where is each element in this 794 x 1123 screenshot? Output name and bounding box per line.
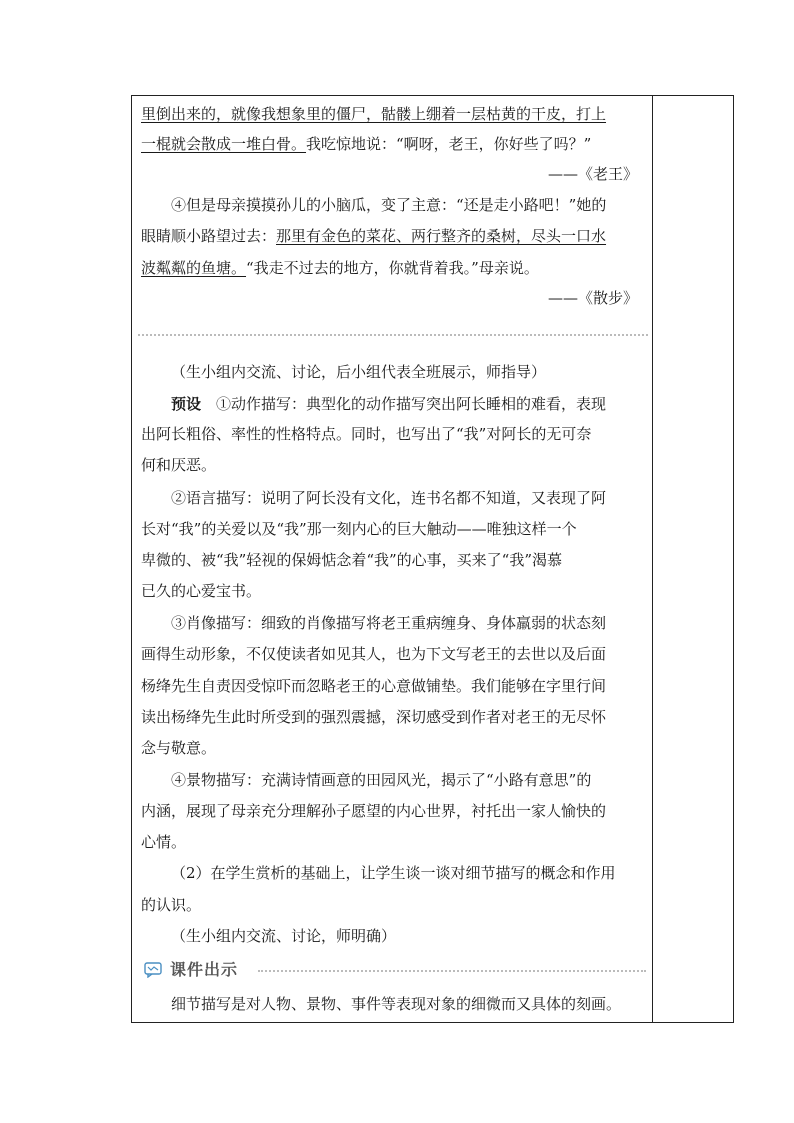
teacher-note: （生小组内交流、讨论，师明确） xyxy=(171,927,397,945)
answer-p4-line2: 内涵，展现了母亲充分理解孙子愿望的内心世界，衬托出一家人愉快的 xyxy=(141,802,607,820)
quote2-line3: 波粼粼的鱼塘。“我走不过去的地方，你就背着我。”母亲说。 xyxy=(141,259,539,277)
answer-p3-line4: 读出杨绛先生此时所受到的强烈震撼，深切感受到作者对老王的无尽怀 xyxy=(141,708,607,726)
answer-p2-line4: 已久的心爱宝书。 xyxy=(141,582,262,600)
column-divider xyxy=(652,96,653,1022)
step2-line2: 的认识。 xyxy=(141,896,202,914)
answer-p3-line1: ③肖像描写：细致的肖像描写将老王重病缠身、身体羸弱的状态刻 xyxy=(171,614,607,632)
quote1-source: ——《老王》 xyxy=(547,165,638,183)
quote2-source: ——《散步》 xyxy=(547,289,638,307)
answer-p4-line3: 心情。 xyxy=(141,833,187,851)
answer-p1-line1: 预设 ①动作描写：典型化的动作描写突出阿长睡相的难看，表现 xyxy=(171,395,607,413)
quote1-line2: 一棍就会散成一堆白骨。我吃惊地说：“啊呀，老王，你好些了吗？” xyxy=(141,135,592,153)
section-dotted-line xyxy=(258,970,646,972)
section-title: 课件出示 xyxy=(170,960,239,979)
step2-line1: （2）在学生赏析的基础上，让学生谈一谈对细节描写的概念和作用 xyxy=(171,864,616,882)
discussion-note: （生小组内交流、讨论，后小组代表全班展示，师指导） xyxy=(171,363,547,381)
answer-p2-line1: ②语言描写：说明了阿长没有文化，连书名都不知道，又表现了阿 xyxy=(171,489,607,507)
content-cell xyxy=(132,96,652,1022)
answer-label: 预设 xyxy=(171,395,202,413)
quote2-line2: 眼睛顺小路望过去：那里有金色的菜花、两行整齐的桑树，尽头一口水 xyxy=(141,227,607,245)
answer-p1-line3: 何和厌恶。 xyxy=(141,456,217,474)
answer-p3-line2: 画得生动形象，不仅使读者如见其人，也为下文写老王的去世以及后面 xyxy=(141,645,607,663)
lesson-table xyxy=(131,95,734,1023)
answer-p3-line3: 杨绛先生自责因受惊吓而忽略老王的心意做铺垫。我们能够在字里行间 xyxy=(141,677,607,695)
quote1-line1: 里倒出来的，就像我想象里的僵尸，骷髅上绷着一层枯黄的干皮，打上 xyxy=(141,105,607,123)
answer-p4-line1: ④景物描写：充满诗情画意的田园风光，揭示了“小路有意思”的 xyxy=(171,771,592,789)
answer-p3-line5: 念与敬意。 xyxy=(141,739,217,757)
answer-p1-line2: 出阿长粗俗、率性的性格特点。同时，也写出了“我”对阿长的无可奈 xyxy=(141,425,592,443)
dotted-separator xyxy=(138,334,648,336)
chat-bubble-icon xyxy=(144,962,162,978)
answer-p2-line2: 长对“我”的关爱以及“我”那一刻内心的巨大触动——唯独这样一个 xyxy=(141,520,577,538)
definition-line: 细节描写是对人物、景物、事件等表现对象的细微而又具体的刻画。 xyxy=(171,995,622,1013)
quote2-line1: ④但是母亲摸摸孙儿的小脑瓜，变了主意：“还是走小路吧！”她的 xyxy=(171,196,607,214)
answer-p2-line3: 卑微的、被“我”轻视的保姆惦念着“我”的心事，买来了“我”渴慕 xyxy=(141,551,563,569)
